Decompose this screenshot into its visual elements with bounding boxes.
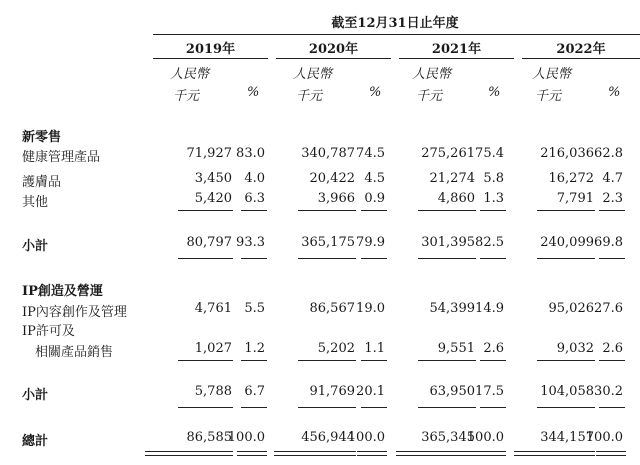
cell: 0.9 [364, 191, 385, 206]
subtotal-rule [241, 210, 267, 211]
cell: 86,567 [309, 301, 355, 316]
cell: 4.5 [364, 171, 385, 186]
row-label: 健康管理產品 [22, 150, 101, 165]
year-2021: 2021年 [431, 42, 482, 57]
cell: 3,966 [317, 191, 355, 206]
cell: 95,026 [548, 301, 594, 316]
cell: 1.1 [364, 341, 385, 356]
subtotal-rule [418, 258, 476, 259]
currency-2021: 人民幣 [412, 67, 452, 82]
pct-2021: % [488, 85, 501, 100]
currency-2020: 人民幣 [293, 67, 333, 82]
row-label: 其他 [22, 195, 49, 210]
year-rule-2021 [399, 58, 514, 59]
cell: 79.9 [356, 235, 385, 250]
unit-2020: 千元 [296, 89, 323, 104]
cell: 100.0 [585, 430, 623, 445]
subtotal-rule [480, 360, 506, 361]
row-label: IP許可及 [22, 324, 75, 339]
cell: 5.5 [244, 301, 265, 316]
total-double-rule [596, 451, 626, 456]
cell: 91,769 [309, 384, 355, 399]
currency-2022: 人民幣 [532, 67, 572, 82]
cell: 275,261 [421, 146, 475, 161]
cell: 3,450 [194, 171, 232, 186]
cell: 80,797 [186, 235, 232, 250]
subtotal-rule [599, 360, 625, 361]
cell: 4,860 [437, 191, 475, 206]
cell: 20,422 [309, 171, 355, 186]
subtotal-label: 小計 [22, 388, 49, 403]
cell: 9,032 [556, 341, 594, 356]
cell: 17.5 [475, 384, 504, 399]
cell: 6.3 [244, 191, 265, 206]
section-title: IP創造及營運 [22, 284, 103, 299]
subtotal-rule [298, 210, 356, 211]
pct-2022: % [608, 85, 621, 100]
subtotal-rule [298, 258, 356, 259]
subtotal-rule [241, 407, 267, 408]
cell: 340,787 [301, 146, 355, 161]
cell: 71,927 [186, 146, 232, 161]
cell: 63,950 [429, 384, 475, 399]
unit-2021: 千元 [416, 89, 443, 104]
year-2019: 2019年 [185, 42, 236, 57]
cell: 2.3 [602, 191, 623, 206]
cell: 240,099 [540, 235, 594, 250]
year-rule-2022 [522, 58, 640, 59]
cell: 19.0 [356, 301, 385, 316]
cell: 365,175 [301, 235, 355, 250]
cell: 16,272 [548, 171, 594, 186]
cell: 365,345 [421, 430, 475, 445]
cell: 20.1 [356, 384, 385, 399]
cell: 301,395 [421, 235, 475, 250]
row-label: IP內容創作及管理 [22, 305, 127, 320]
subtotal-rule [418, 360, 476, 361]
cell: 7,791 [556, 191, 594, 206]
cell: 100.0 [347, 430, 385, 445]
cell: 100.0 [466, 430, 504, 445]
subtotal-rule [537, 258, 595, 259]
subtotal-rule [241, 258, 267, 259]
row-label-continued: 相關產品銷售 [35, 345, 114, 360]
cell: 27.6 [594, 301, 623, 316]
cell: 216,036 [540, 146, 594, 161]
year-2022: 2022年 [556, 42, 606, 57]
cell: 456,944 [301, 430, 355, 445]
total-double-rule [514, 451, 595, 456]
cell: 82.5 [475, 235, 504, 250]
cell: 1.3 [483, 191, 504, 206]
subtotal-rule [599, 407, 625, 408]
total-double-rule [476, 451, 506, 456]
cell: 2.6 [483, 341, 504, 356]
subtotal-rule [178, 210, 233, 211]
cell: 21,274 [429, 171, 475, 186]
cell: 4.7 [602, 171, 623, 186]
subtotal-rule [298, 407, 356, 408]
unit-2019: 千元 [173, 89, 200, 104]
cell: 4,761 [194, 301, 232, 316]
subtotal-rule [480, 258, 506, 259]
cell: 2.6 [602, 341, 623, 356]
total-double-rule [396, 451, 476, 456]
subtotal-rule [361, 258, 387, 259]
unit-2022: 千元 [535, 89, 562, 104]
total-double-rule [237, 451, 267, 456]
subtotal-rule [599, 210, 625, 211]
currency-2019: 人民幣 [170, 67, 210, 82]
subtotal-rule [480, 210, 506, 211]
cell: 5.8 [483, 171, 504, 186]
subtotal-rule [537, 210, 595, 211]
cell: 100.0 [227, 430, 265, 445]
cell: 74.5 [356, 146, 385, 161]
cell: 5,420 [194, 191, 232, 206]
subtotal-rule [361, 360, 387, 361]
cell: 14.9 [475, 301, 504, 316]
subtotal-label: 小計 [22, 239, 49, 254]
subtotal-rule [537, 407, 595, 408]
cell: 344,157 [540, 430, 594, 445]
year-rule-2019 [153, 58, 268, 59]
pct-2020: % [369, 85, 382, 100]
cell: 30.2 [594, 384, 623, 399]
subtotal-rule [178, 407, 233, 408]
total-double-rule [274, 451, 356, 456]
cell: 6.7 [244, 384, 265, 399]
subtotal-rule [178, 258, 233, 259]
row-label: 護膚品 [22, 175, 62, 190]
total-label: 總計 [22, 434, 49, 449]
cell: 1,027 [194, 341, 232, 356]
cell: 75.4 [475, 146, 504, 161]
section-title: 新零售 [22, 130, 62, 145]
pct-2019: % [247, 85, 260, 100]
cell: 4.0 [244, 171, 265, 186]
cell: 83.0 [236, 146, 265, 161]
year-rule-2020 [276, 58, 391, 59]
year-2020: 2020年 [308, 42, 359, 57]
subtotal-rule [178, 360, 233, 361]
subtotal-rule [480, 407, 506, 408]
subtotal-rule [361, 210, 387, 211]
total-double-rule [357, 451, 387, 456]
total-double-rule [145, 451, 233, 456]
cell: 86,585 [186, 430, 232, 445]
cell: 1.2 [244, 341, 265, 356]
cell: 5,788 [194, 384, 232, 399]
subtotal-rule [361, 407, 387, 408]
subtotal-rule [599, 258, 625, 259]
subtotal-rule [298, 360, 356, 361]
cell: 93.3 [236, 235, 265, 250]
cell: 54,399 [429, 301, 475, 316]
header-rule [153, 34, 640, 35]
cell: 69.8 [594, 235, 623, 250]
subtotal-rule [418, 407, 476, 408]
subtotal-rule [418, 210, 476, 211]
subtotal-rule [537, 360, 595, 361]
subtotal-rule [241, 360, 267, 361]
cell: 104,058 [540, 384, 594, 399]
period-header: 截至12月31日止年度 [331, 16, 459, 31]
cell: 5,202 [317, 341, 355, 356]
cell: 9,551 [437, 341, 475, 356]
cell: 62.8 [594, 146, 623, 161]
